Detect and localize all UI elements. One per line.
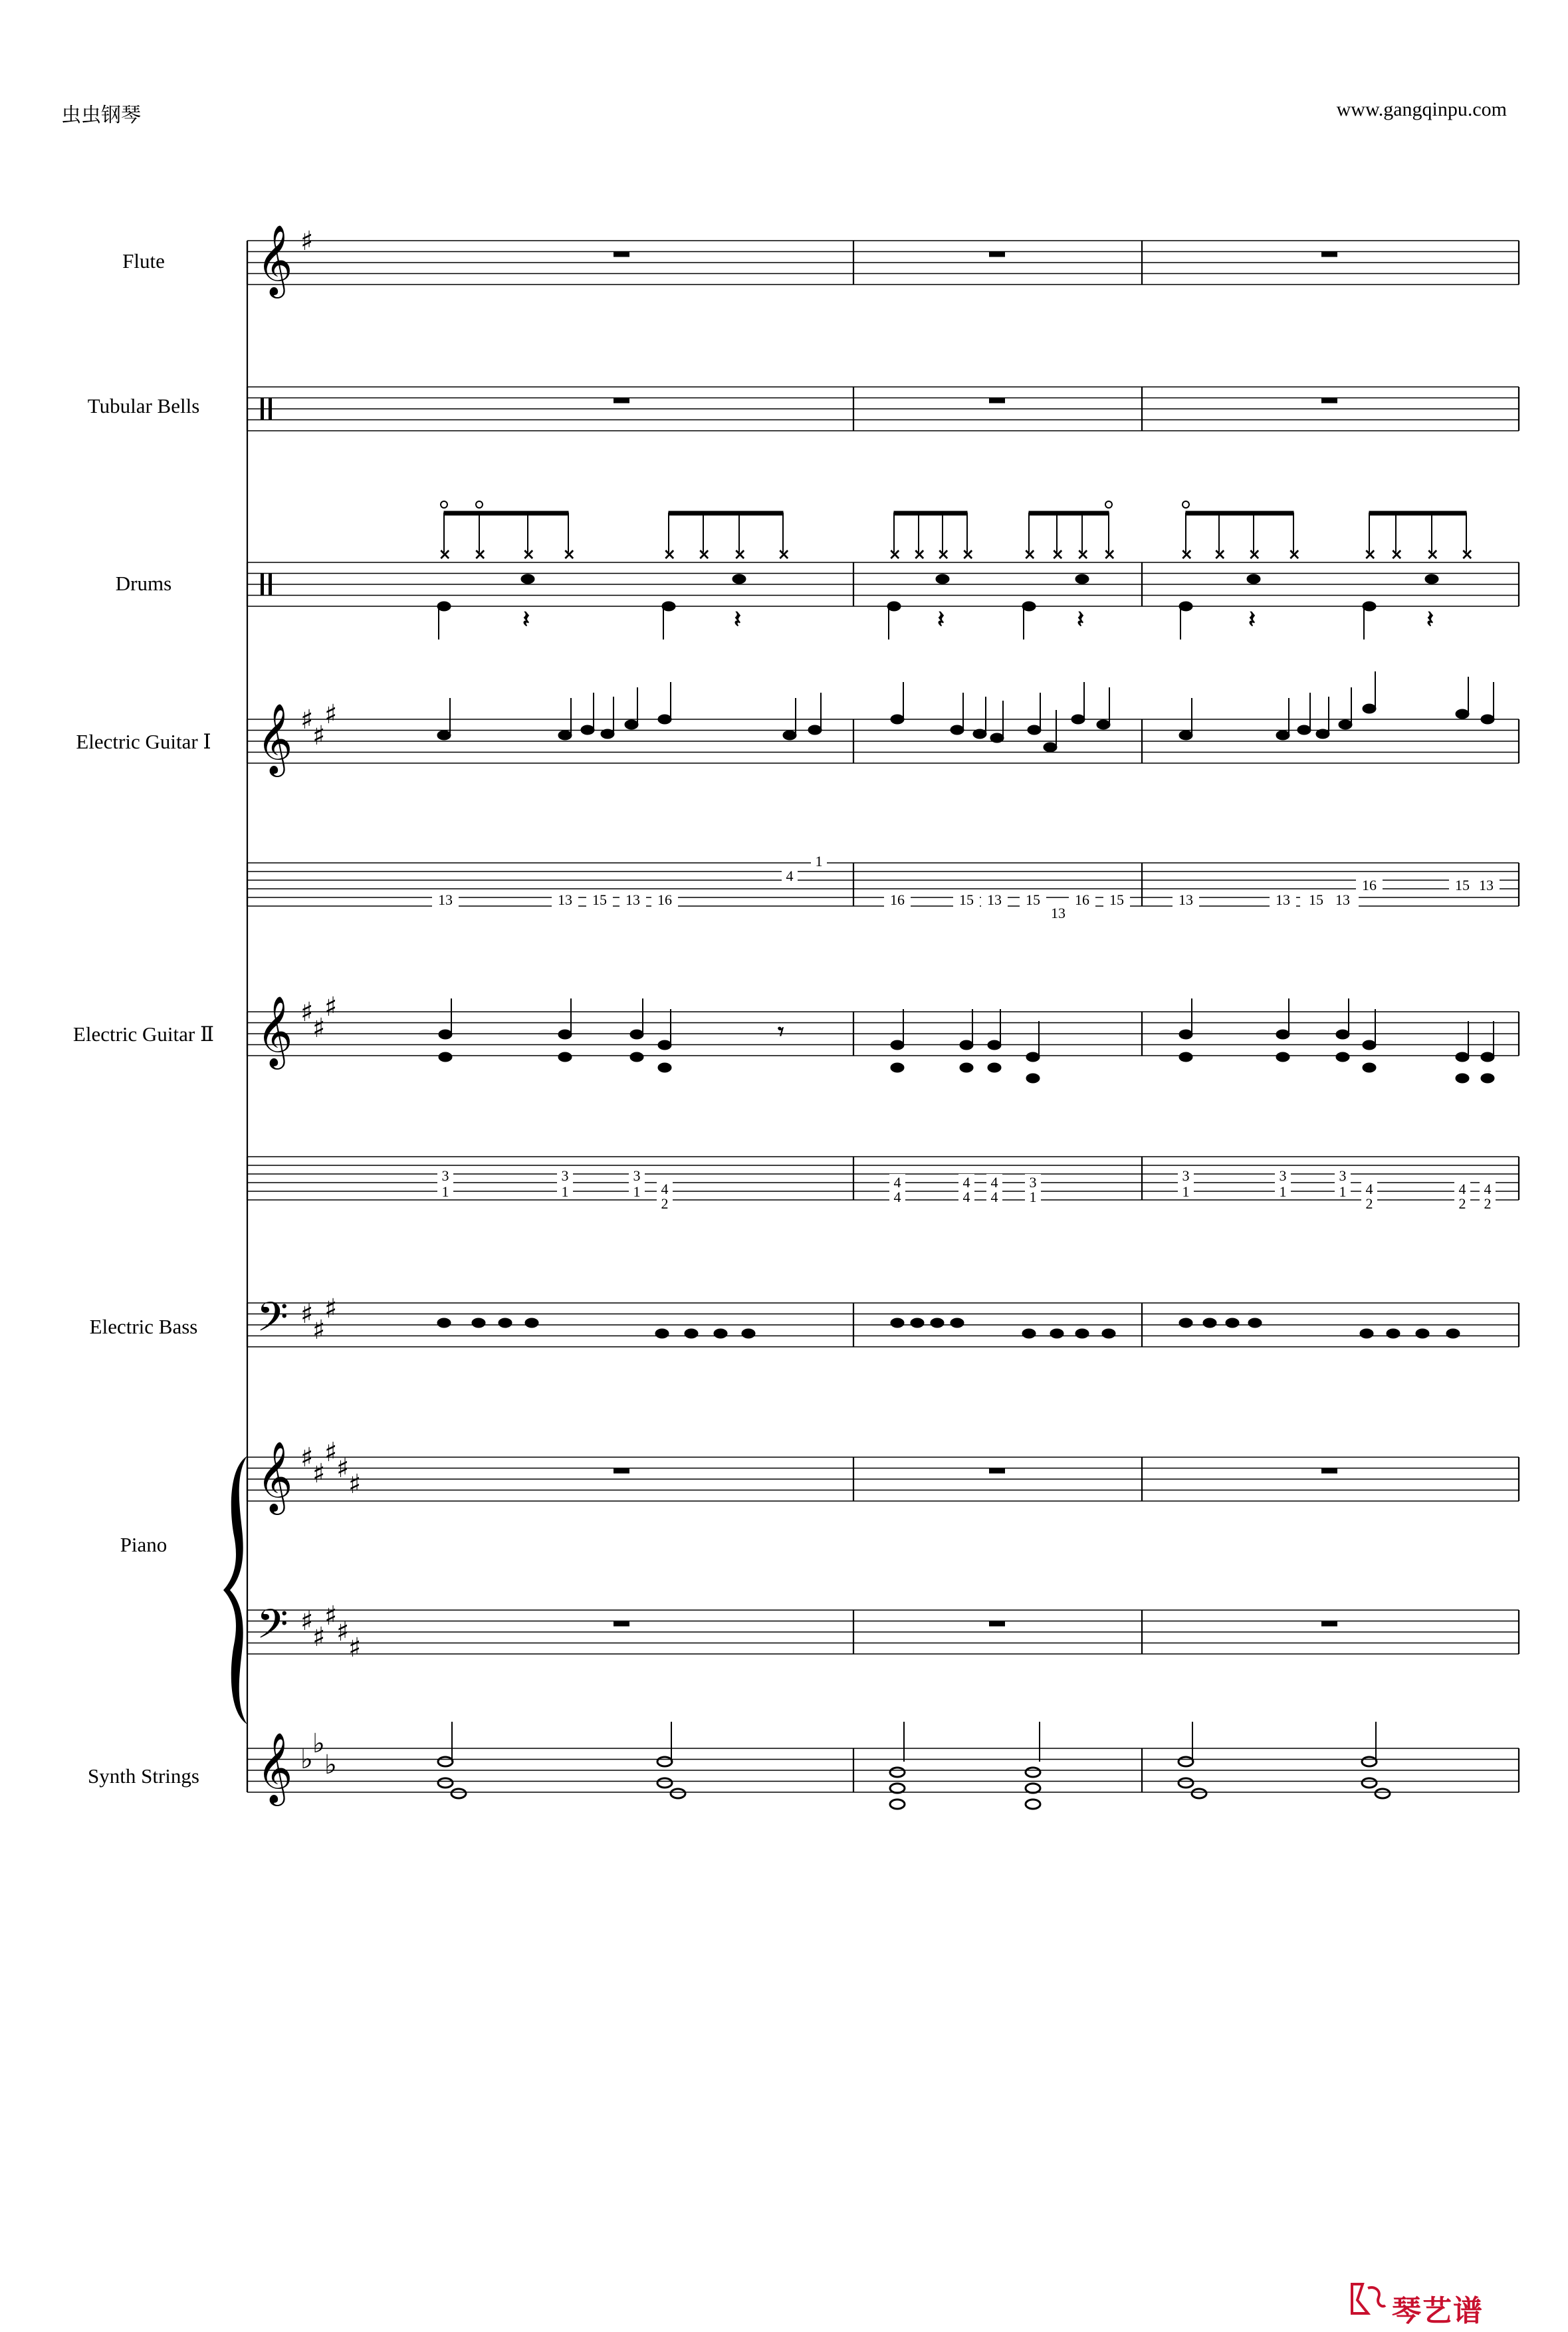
strings-notes — [438, 1722, 1390, 1809]
open-hihat-mark — [476, 501, 483, 508]
tab1-fret: 13 — [558, 891, 572, 908]
note-head — [1179, 1030, 1192, 1039]
note-head — [1416, 1329, 1429, 1338]
staff-lines — [247, 241, 1519, 1792]
tab1-fret: 1 — [815, 853, 823, 870]
note-head — [601, 729, 614, 739]
note-head — [714, 1329, 727, 1338]
hihat-note: × — [1288, 546, 1301, 563]
beam — [1369, 511, 1466, 515]
bass-notes — [437, 1318, 1460, 1338]
instrument-label-flute: Flute — [122, 249, 165, 273]
tab1-fret: 13 — [1276, 891, 1290, 908]
half-note-head — [1192, 1789, 1206, 1798]
clefs — [257, 224, 292, 1806]
tab2-fret: 3 — [1182, 1167, 1190, 1184]
tab2-fret: 4 — [1458, 1181, 1466, 1197]
tab1-fret: 13 — [1051, 905, 1065, 921]
quarter-rest: 𝄽 — [734, 606, 742, 634]
hihat-note: × — [937, 546, 950, 563]
note-head — [1248, 1318, 1262, 1328]
note-head — [525, 1318, 538, 1328]
note-head — [1456, 1052, 1469, 1062]
sharp-sign: ♯ — [300, 226, 314, 257]
tab2-fret: 1 — [561, 1183, 569, 1200]
tab1-fret: 16 — [1362, 877, 1377, 893]
note-head — [1336, 1030, 1349, 1039]
note-head — [891, 1063, 904, 1072]
note-head — [630, 1030, 643, 1039]
tab1-fret: 15 — [1109, 891, 1124, 908]
tab1-fret: 15 — [1455, 877, 1470, 893]
tab2-fret: 1 — [1029, 1189, 1037, 1205]
note-head — [1179, 1052, 1192, 1062]
tab2-fret: 1 — [1182, 1183, 1190, 1200]
whole-rest — [989, 398, 1005, 404]
piano-brace — [223, 1456, 247, 1724]
percussion-clef — [261, 573, 264, 596]
whole-rest — [614, 1468, 629, 1474]
tab1-fret: 13 — [438, 891, 453, 908]
note-head — [658, 1040, 671, 1050]
note-head — [558, 731, 572, 740]
beam — [894, 511, 967, 515]
note-head — [1097, 720, 1110, 729]
treble-clef: 𝄞 — [257, 703, 293, 774]
flat-sign: ♭ — [324, 1750, 337, 1780]
beam — [444, 511, 568, 515]
snare-note — [1075, 574, 1089, 584]
tab1-fret: 4 — [786, 868, 794, 884]
note-head — [558, 1052, 572, 1062]
sharp-sign: ♯ — [300, 1443, 314, 1473]
note-head — [742, 1329, 755, 1338]
half-note-head — [657, 1778, 672, 1788]
note-head — [685, 1329, 698, 1338]
tab2-fret: 4 — [990, 1189, 998, 1205]
open-hihat-mark — [441, 501, 447, 508]
tab1-fret: 16 — [890, 891, 905, 908]
note-head — [499, 1318, 512, 1328]
sharp-sign: ♯ — [324, 699, 338, 730]
instrument-label-synth-strings: Synth Strings — [88, 1764, 199, 1788]
sharp-sign: ♯ — [312, 1013, 326, 1044]
hihat-note: × — [734, 546, 746, 563]
quarter-rest: 𝄽 — [1077, 606, 1085, 634]
half-note-head — [1026, 1768, 1040, 1777]
note-head — [439, 1030, 452, 1039]
note-head — [911, 1318, 924, 1328]
snare-note — [1425, 574, 1438, 584]
key-signatures — [300, 226, 361, 1780]
note-head — [951, 725, 964, 735]
drum-notes — [437, 501, 1473, 640]
tab2-fret: 3 — [561, 1167, 569, 1184]
half-note-head — [1026, 1800, 1040, 1809]
note-head — [658, 1063, 671, 1072]
tab1-fret: 13 — [1178, 891, 1193, 908]
logo-text: 琴艺谱 — [1392, 2294, 1484, 2328]
tab1-fret: 15 — [959, 891, 974, 908]
flat-sign: ♭ — [312, 1728, 325, 1759]
hihat-note: × — [1052, 546, 1064, 563]
half-note-head — [1178, 1778, 1193, 1788]
note-head — [1339, 720, 1352, 729]
half-note-head — [1178, 1757, 1193, 1766]
half-note-head — [1362, 1778, 1377, 1788]
half-note-head — [671, 1789, 685, 1798]
site-name: 虫虫钢琴 — [61, 104, 141, 127]
note-head — [783, 731, 796, 740]
treble-clef: 𝄞 — [257, 995, 293, 1066]
instrument-label-drums: Drums — [115, 572, 172, 595]
note-head — [1446, 1329, 1460, 1338]
sharp-sign: ♯ — [324, 992, 338, 1022]
tab2-fret: 3 — [1279, 1167, 1287, 1184]
instrument-label-tubular-bells: Tubular Bells — [87, 394, 200, 417]
whole-rest — [1321, 398, 1337, 404]
instrument-label-piano: Piano — [120, 1533, 168, 1556]
instrument-label-electric-guitar-1: Electric Guitar Ⅰ — [76, 730, 211, 753]
note-head — [808, 725, 822, 735]
tab2-fret: 3 — [441, 1167, 449, 1184]
sharp-sign: ♯ — [312, 721, 326, 751]
sharp-sign: ♯ — [300, 1606, 314, 1637]
tab2-fret: 1 — [441, 1183, 449, 1200]
bass-clef: 𝄢 — [257, 1294, 288, 1351]
sharp-sign: ♯ — [300, 705, 314, 735]
open-hihat-mark — [1182, 501, 1189, 508]
tab2-fret: 4 — [962, 1174, 970, 1191]
sharp-sign: ♯ — [312, 1622, 326, 1653]
hihat-note: × — [1391, 546, 1403, 563]
note-head — [1456, 1074, 1469, 1083]
half-note-head — [890, 1800, 905, 1809]
half-note-head — [657, 1757, 672, 1766]
half-note-head — [451, 1789, 466, 1798]
tab2-fret: 3 — [1339, 1167, 1347, 1184]
tab1-fret: 16 — [657, 891, 672, 908]
guitar1-notes — [437, 671, 1494, 752]
sharp-sign: ♯ — [324, 1601, 338, 1631]
note-head — [1363, 1063, 1376, 1072]
tab2-fret: 4 — [893, 1174, 901, 1191]
half-note-head — [890, 1784, 905, 1793]
note-head — [630, 1052, 643, 1062]
whole-rest — [989, 1468, 1005, 1474]
logo-icon — [1348, 2279, 1388, 2319]
note-head — [891, 1040, 904, 1050]
tab2-fret: 2 — [1365, 1195, 1373, 1212]
quarter-rest: 𝄽 — [1248, 606, 1256, 634]
tab1-fret: 15 — [592, 891, 607, 908]
note-head — [1028, 725, 1041, 735]
note-head — [1075, 1329, 1089, 1338]
bass-clef: 𝄢 — [257, 1601, 288, 1658]
hihat-note: × — [1077, 546, 1089, 563]
whole-rest — [614, 398, 629, 404]
beam — [1029, 511, 1109, 515]
note-head — [1044, 743, 1057, 752]
site-url[interactable]: www.gangqinpu.com — [1336, 98, 1507, 120]
tab2-fret: 4 — [962, 1189, 970, 1205]
note-head — [1360, 1329, 1373, 1338]
snare-note — [521, 574, 534, 584]
whole-rest — [1321, 1468, 1337, 1474]
tab1-fret: 13 — [1479, 877, 1494, 893]
tab2-fret: 4 — [1484, 1181, 1492, 1197]
tab2-fret: 4 — [1365, 1181, 1373, 1197]
tab1-fret: 16 — [1075, 891, 1089, 908]
snare-note — [732, 574, 746, 584]
quarter-rest: 𝄽 — [937, 606, 945, 634]
sharp-sign: ♯ — [324, 1294, 338, 1324]
sharp-sign: ♯ — [336, 1453, 350, 1484]
tab2-fret: 2 — [1484, 1195, 1492, 1212]
note-head — [581, 725, 594, 735]
note-head — [1363, 1040, 1376, 1050]
note-head — [1026, 1074, 1040, 1083]
hihat-note: × — [1024, 546, 1036, 563]
percussion-clef — [261, 398, 264, 420]
note-head — [1297, 725, 1311, 735]
hihat-note: × — [1461, 546, 1474, 563]
tab1-fret: 13 — [625, 891, 640, 908]
note-head — [1276, 731, 1289, 740]
instrument-label-electric-bass: Electric Bass — [89, 1315, 198, 1338]
tab1-fret: 15 — [1309, 891, 1323, 908]
note-head — [951, 1318, 964, 1328]
tab2-fret: 1 — [1279, 1183, 1287, 1200]
tab2-fret: 2 — [1458, 1195, 1466, 1212]
sharp-sign: ♯ — [324, 1437, 338, 1468]
note-head — [988, 1040, 1001, 1050]
barlines — [247, 241, 1519, 1792]
note-head — [437, 1318, 451, 1328]
guitar2-notes — [439, 998, 1494, 1083]
tab1-fret: 13 — [987, 891, 1002, 908]
note-head — [558, 1030, 572, 1039]
half-note-head — [438, 1757, 453, 1766]
instrument-label-electric-guitar-2: Electric Guitar Ⅱ — [72, 1022, 215, 1046]
half-note-head — [1362, 1757, 1377, 1766]
sharp-sign: ♯ — [312, 1315, 326, 1345]
hihat-note: × — [889, 546, 901, 563]
note-head — [960, 1063, 973, 1072]
whole-rest — [614, 252, 629, 257]
note-head — [960, 1040, 973, 1050]
note-head — [891, 715, 904, 724]
note-head — [1363, 704, 1376, 713]
note-head — [990, 733, 1004, 743]
note-head — [1456, 709, 1469, 719]
note-head — [1481, 715, 1494, 724]
whole-rests — [614, 252, 1337, 1627]
note-head — [931, 1318, 944, 1328]
hihat-note: × — [698, 546, 711, 563]
half-note-head — [1375, 1789, 1390, 1798]
hihat-note: × — [1364, 546, 1377, 563]
note-head — [1022, 1329, 1036, 1338]
half-note-head — [438, 1778, 453, 1788]
whole-rest — [614, 1621, 629, 1627]
hihat-note: × — [1180, 546, 1193, 563]
note-head — [1102, 1329, 1115, 1338]
percussion-clef — [269, 398, 272, 420]
hihat-note: × — [1426, 546, 1439, 563]
note-head — [1203, 1318, 1216, 1328]
hihat-note: × — [778, 546, 790, 563]
note-head — [1387, 1329, 1400, 1338]
tab2-fret: 4 — [661, 1181, 669, 1197]
tab2-fret: 1 — [633, 1183, 641, 1200]
note-head — [1071, 715, 1085, 724]
note-head — [1026, 1052, 1040, 1062]
note-head — [1316, 729, 1329, 739]
open-hihat-mark — [1105, 501, 1112, 508]
quarter-rest: 𝄽 — [522, 606, 530, 634]
whole-rest — [1321, 1621, 1337, 1627]
beam — [669, 511, 783, 515]
note-head — [658, 715, 671, 724]
sharp-sign: ♯ — [300, 997, 314, 1028]
note-head — [437, 731, 451, 740]
tab2-fret: 1 — [1339, 1183, 1347, 1200]
tab2-fret: 2 — [661, 1195, 669, 1212]
sharp-sign: ♯ — [348, 1469, 362, 1500]
whole-rest — [1321, 252, 1337, 257]
hihat-note: × — [522, 546, 535, 563]
half-note-head — [1026, 1784, 1040, 1793]
tab1-fret: 13 — [1335, 891, 1350, 908]
eighth-rest: 𝄾 — [778, 1018, 784, 1046]
note-head — [1276, 1030, 1289, 1039]
hihat-note: × — [563, 546, 576, 563]
beam — [1186, 511, 1293, 515]
note-head — [655, 1329, 669, 1338]
hihat-note: × — [663, 546, 676, 563]
note-head — [1179, 731, 1192, 740]
treble-clef: 𝄞 — [257, 224, 293, 295]
note-head — [472, 1318, 485, 1328]
sharp-sign: ♯ — [336, 1617, 350, 1647]
quarter-rest: 𝄽 — [1426, 606, 1434, 634]
hihat-note: × — [1214, 546, 1226, 563]
hihat-note: × — [913, 546, 926, 563]
note-head — [1050, 1329, 1064, 1338]
sharp-sign: ♯ — [312, 1458, 326, 1489]
treble-clef: 𝄞 — [257, 1732, 293, 1803]
note-head — [1336, 1052, 1349, 1062]
tab2-fret: 4 — [990, 1174, 998, 1191]
note-head — [973, 729, 986, 739]
snare-note — [1247, 574, 1260, 584]
hihat-note: × — [439, 546, 451, 563]
note-head — [1481, 1052, 1494, 1062]
percussion-clef — [269, 573, 272, 596]
note-head — [625, 720, 638, 729]
sharp-sign: ♯ — [300, 1299, 314, 1330]
tab2-fret: 3 — [633, 1167, 641, 1184]
sharp-sign: ♯ — [348, 1633, 362, 1663]
note-head — [1179, 1318, 1192, 1328]
hihat-note: × — [962, 546, 974, 563]
flat-sign: ♭ — [300, 1744, 313, 1775]
hihat-note: × — [1248, 546, 1261, 563]
whole-rest — [989, 1621, 1005, 1627]
note-head — [1481, 1074, 1494, 1083]
note-head — [439, 1052, 452, 1062]
note-head — [891, 1318, 904, 1328]
half-note-head — [890, 1768, 905, 1777]
tab2-fret: 3 — [1029, 1174, 1037, 1191]
note-head — [988, 1063, 1001, 1072]
tab2-fret: 4 — [893, 1189, 901, 1205]
snare-note — [936, 574, 949, 584]
hihat-note: × — [1103, 546, 1116, 563]
note-head — [1276, 1052, 1289, 1062]
whole-rest — [989, 252, 1005, 257]
hihat-note: × — [474, 546, 487, 563]
tab1-fret: 15 — [1026, 891, 1040, 908]
note-head — [1226, 1318, 1239, 1328]
treble-clef: 𝄞 — [257, 1441, 293, 1512]
